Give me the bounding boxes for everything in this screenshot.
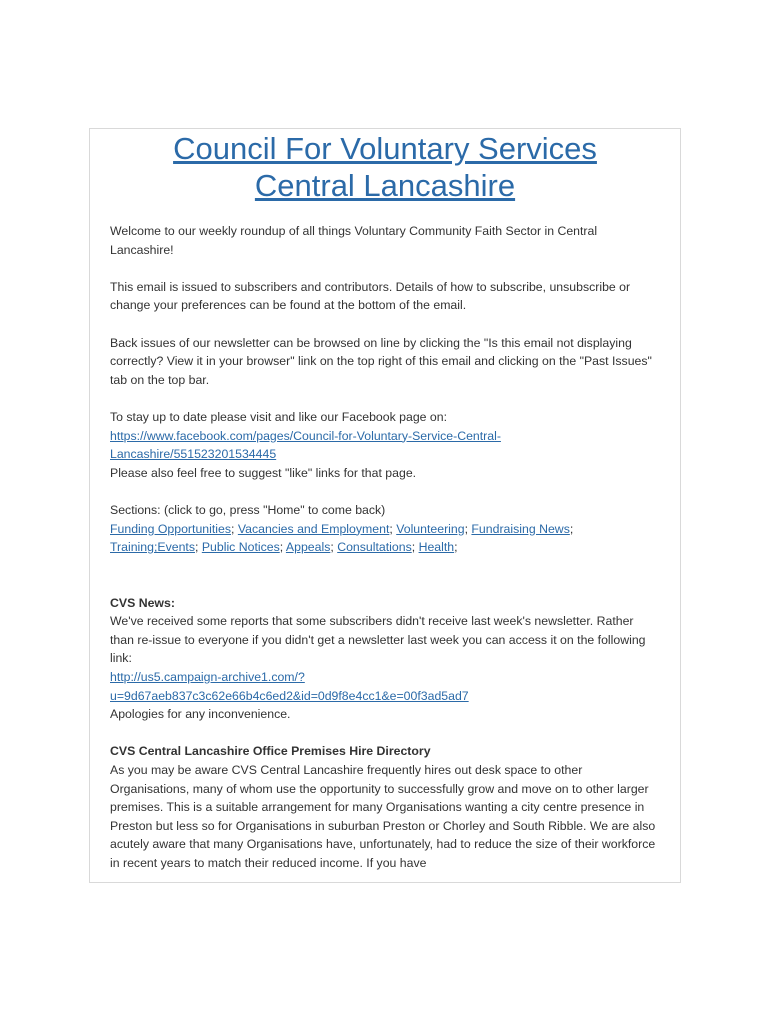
section-link-volunteering[interactable]: Volunteering — [396, 521, 465, 536]
separator: ; — [330, 540, 338, 555]
sections-nav — [110, 501, 660, 557]
section-link-health[interactable]: Health — [418, 540, 455, 555]
facebook-link[interactable]: https://www.facebook.com/pages/Council-for-Voluntary-Service-Central-Lancashire/551523201534445 — [110, 428, 501, 462]
separator: ; — [464, 521, 472, 536]
subscription-paragraph: This email is issued to subscribers and contributors. Details of how to subscribe, unsubscribe or change your preferences can be found at the bottom of the email. — [110, 279, 631, 313]
cvs-news-section — [110, 594, 660, 724]
cvs-news-text: We've received some reports that some subscribers didn't receive last week's newsletter. Rather than re-issue to everyone if you didn't get a newsletter last week you can access it on the following link: — [110, 614, 646, 666]
section-link-fundraising[interactable]: Fundraising News — [471, 521, 570, 536]
facebook-suggest: Please also feel free to suggest "like" links for that page. — [110, 465, 417, 480]
section-link-notices[interactable]: Public Notices — [201, 540, 280, 555]
page-title — [90, 129, 680, 204]
section-link-funding[interactable]: Funding Opportunities — [110, 521, 231, 536]
separator-end: ; — [454, 540, 458, 555]
cvs-news-heading: CVS News: — [110, 595, 175, 610]
section-link-vacancies[interactable]: Vacancies and Employment — [237, 521, 390, 536]
separator: ; — [279, 540, 286, 555]
title-line-2: Central Lancashire — [254, 168, 516, 203]
title-line-1: Council For Voluntary Services — [173, 131, 597, 166]
back-issues-paragraph: Back issues of our newsletter can be browsed on line by clicking the "Is this email not displaying correctly? View it in your browser" link on the top right of this email and clicking on the "Past Issues" tab on the top bar. — [110, 335, 652, 387]
facebook-paragraph — [110, 408, 660, 482]
premises-heading: CVS Central Lancashire Office Premises Hire Directory — [110, 744, 431, 759]
newsletter-body — [90, 204, 680, 873]
separator: ; — [194, 540, 202, 555]
section-link-consultations[interactable]: Consultations — [337, 540, 412, 555]
title-link[interactable] — [173, 131, 597, 203]
section-link-training[interactable]: Training;Events — [110, 540, 195, 555]
facebook-intro: To stay up to date please visit and like our Facebook page on: — [110, 409, 448, 424]
apology-text: Apologies for any inconvenience. — [110, 707, 291, 722]
premises-section — [110, 742, 660, 872]
premises-text: As you may be aware CVS Central Lancashire frequently hires out desk space to other Organisations, many of whom use the opportunity to successfully grow and move on to other larger premises. This is a suitable arrangement for many Organisations wanting a city centre presence in Preston but less so for Organisations in suburban Preston or Chorley and South Ribble. We are also acutely aware that many Organisations have, unfortunately, had to reduce the size of their workforce in recent years to match their reduced income. If you have — [110, 763, 656, 870]
section-link-appeals[interactable]: Appeals — [285, 540, 331, 555]
separator: ; — [411, 540, 419, 555]
separator: ; — [389, 521, 397, 536]
separator: ; — [569, 521, 574, 536]
archive-link[interactable]: http://us5.campaign-archive1.com/?u=9d67aeb837c3c62e66b4c6ed2&id=0d9f8e4cc1&e=00f3ad5ad7 — [110, 670, 469, 703]
welcome-paragraph: Welcome to our weekly roundup of all things Voluntary Community Faith Sector in Central Lancashire! — [110, 224, 598, 257]
sections-intro: Sections: (click to go, press "Home" to come back) — [110, 502, 386, 517]
newsletter-frame — [89, 128, 681, 883]
separator: ; — [231, 521, 238, 536]
